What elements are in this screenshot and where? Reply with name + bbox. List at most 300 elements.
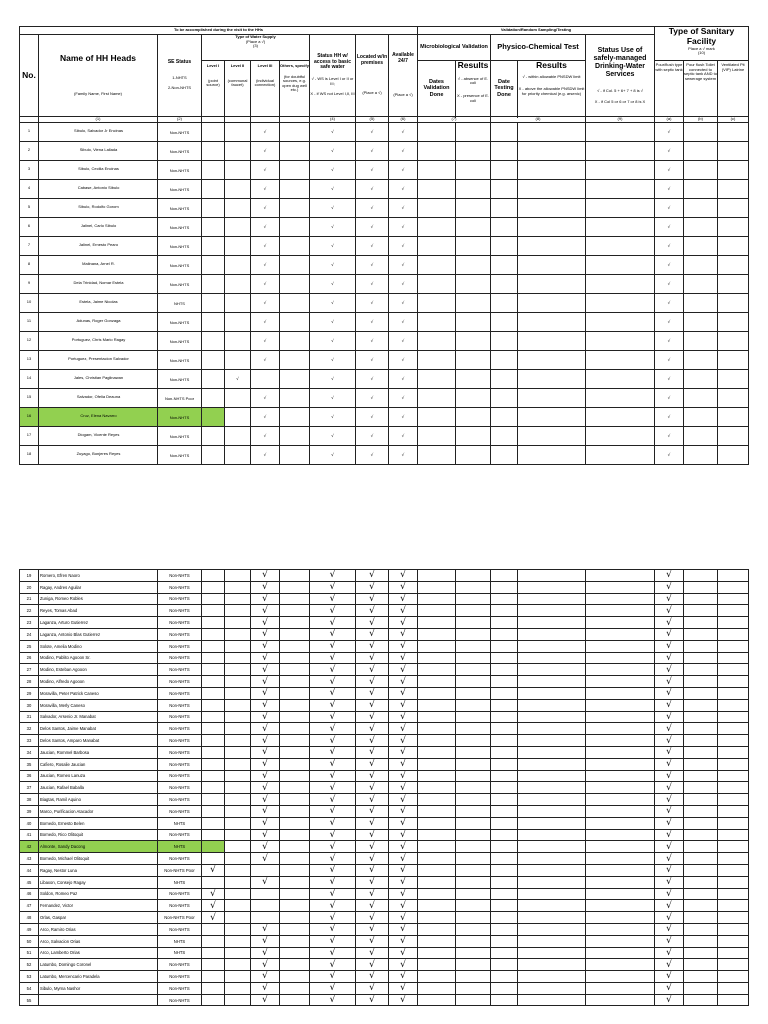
septic-mark: √ <box>655 628 684 640</box>
row-number: 27 <box>20 664 39 676</box>
level3-mark: √ <box>251 723 280 735</box>
vip-mark <box>718 593 749 605</box>
others-mark <box>280 746 310 758</box>
status-use-mark <box>586 605 655 617</box>
col-pour-toilet: Pour flush Toilet connected to septic tank AND to sewerage system <box>684 61 718 117</box>
others-mark <box>280 313 310 332</box>
level2-mark <box>225 864 251 876</box>
level1-mark <box>202 699 225 711</box>
col-num: (5) <box>356 117 389 123</box>
level1-mark <box>202 370 225 389</box>
table-row <box>20 351 749 370</box>
chem-result <box>518 199 586 218</box>
available-mark: √ <box>389 876 418 888</box>
row-number: 19 <box>20 570 39 582</box>
septic-mark: √ <box>655 408 684 427</box>
located-mark: √ <box>356 427 389 446</box>
testing-date <box>491 275 518 294</box>
chem-result <box>518 180 586 199</box>
chem-result <box>518 332 586 351</box>
validation-date <box>418 275 456 294</box>
validation-date <box>418 900 456 912</box>
se-status: NHTS <box>158 841 202 853</box>
level2-mark <box>225 770 251 782</box>
col-micro: Microbiological Validation <box>418 35 491 61</box>
vip-mark <box>718 427 749 446</box>
table-row <box>20 746 749 758</box>
level3-mark: √ <box>251 593 280 605</box>
level2-mark <box>225 687 251 699</box>
table-row <box>20 947 749 959</box>
level1-mark <box>202 805 225 817</box>
household-head-name: Marco, Purificacion Atacador <box>39 805 158 817</box>
se-status: NHTS <box>158 817 202 829</box>
row-number: 16 <box>20 408 39 427</box>
level1-mark <box>202 142 225 161</box>
located-mark: √ <box>356 142 389 161</box>
level3-mark: √ <box>251 617 280 629</box>
vip-mark <box>718 864 749 876</box>
access-mark: √ <box>310 794 356 806</box>
access-mark: √ <box>310 123 356 142</box>
septic-mark: √ <box>655 687 684 699</box>
sewer-mark <box>684 853 718 865</box>
chem-result <box>518 711 586 723</box>
vip-mark <box>718 853 749 865</box>
se-status: Non-NHTS <box>158 218 202 237</box>
septic-mark: √ <box>655 275 684 294</box>
table-row <box>20 711 749 723</box>
se-status: Non-NHTS <box>158 652 202 664</box>
located-mark: √ <box>356 805 389 817</box>
others-mark <box>280 817 310 829</box>
available-mark: √ <box>389 735 418 747</box>
validation-date <box>418 687 456 699</box>
chem-result <box>518 971 586 983</box>
status-use-mark <box>586 982 655 994</box>
testing-date <box>491 180 518 199</box>
micro-result <box>456 876 491 888</box>
se-status: Non-NHTS <box>158 408 202 427</box>
col-se-status: SE Status 1-NHTS 2-Non-NHTS <box>158 35 202 117</box>
others-mark <box>280 923 310 935</box>
validation-date <box>418 864 456 876</box>
row-number: 31 <box>20 711 39 723</box>
chem-result <box>518 758 586 770</box>
available-mark: √ <box>389 180 418 199</box>
validation-date <box>418 782 456 794</box>
chem-result <box>518 123 586 142</box>
level3-mark: √ <box>251 853 280 865</box>
household-head-name: Bornedo, Ernesto Belen <box>39 817 158 829</box>
table-row <box>20 864 749 876</box>
access-mark: √ <box>310 864 356 876</box>
level1-mark <box>202 723 225 735</box>
level1-mark <box>202 876 225 888</box>
validation-date <box>418 923 456 935</box>
available-mark: √ <box>389 723 418 735</box>
se-status: Non-NHTS <box>158 770 202 782</box>
testing-date <box>491 782 518 794</box>
micro-result <box>456 294 491 313</box>
testing-date <box>491 605 518 617</box>
septic-mark: √ <box>655 294 684 313</box>
col-vip: Ventilated Pit (VIP) Latrine <box>718 61 749 117</box>
status-use-mark <box>586 161 655 180</box>
validation-date <box>418 294 456 313</box>
septic-mark: √ <box>655 971 684 983</box>
household-head-name: Modino, Esteban Agooon <box>39 664 158 676</box>
validation-date <box>418 841 456 853</box>
vip-mark <box>718 161 749 180</box>
col-status-use: Status Use of safely-managed Drinking-Water Services √ - if Col. 5 + 6+ 7 + 8 is √ X - if Col 5 or 6 or 7 or 8 is X <box>586 35 655 117</box>
septic-mark: √ <box>655 711 684 723</box>
vip-mark <box>718 294 749 313</box>
table-row <box>20 841 749 853</box>
level2-mark <box>225 605 251 617</box>
others-mark <box>280 782 310 794</box>
access-mark: √ <box>310 256 356 275</box>
table-row <box>20 313 749 332</box>
se-status: Non-NHTS <box>158 199 202 218</box>
level2-mark <box>225 923 251 935</box>
level1-mark <box>202 593 225 605</box>
located-mark: √ <box>356 370 389 389</box>
se-status: Non-NHTS <box>158 758 202 770</box>
table-row <box>20 427 749 446</box>
testing-date <box>491 923 518 935</box>
validation-date <box>418 817 456 829</box>
others-mark <box>280 735 310 747</box>
level2-mark <box>225 794 251 806</box>
status-use-mark <box>586 237 655 256</box>
level1-mark <box>202 294 225 313</box>
septic-mark: √ <box>655 805 684 817</box>
sewer-mark <box>684 605 718 617</box>
septic-mark: √ <box>655 841 684 853</box>
status-use-mark <box>586 900 655 912</box>
micro-result <box>456 912 491 924</box>
septic-mark: √ <box>655 994 684 1006</box>
level1-mark: √ <box>202 900 225 912</box>
located-mark: √ <box>356 864 389 876</box>
available-mark: √ <box>389 746 418 758</box>
micro-result <box>456 923 491 935</box>
level3-mark: √ <box>251 652 280 664</box>
located-mark: √ <box>356 794 389 806</box>
level2-mark <box>225 313 251 332</box>
level2-mark <box>225 888 251 900</box>
sewer-mark <box>684 770 718 782</box>
micro-result <box>456 982 491 994</box>
row-number: 17 <box>20 427 39 446</box>
household-head-name: Laganza, Arturo Gutierrez <box>39 617 158 629</box>
row-number: 2 <box>20 142 39 161</box>
table-row <box>20 180 749 199</box>
available-mark: √ <box>389 581 418 593</box>
micro-result <box>456 332 491 351</box>
sewer-mark <box>684 275 718 294</box>
se-status: Non-NHTS <box>158 256 202 275</box>
others-mark <box>280 711 310 723</box>
others-mark <box>280 237 310 256</box>
household-head-name: Cabase, Antonio Sibulo <box>39 180 158 199</box>
micro-result <box>456 935 491 947</box>
septic-mark: √ <box>655 794 684 806</box>
access-mark: √ <box>310 711 356 723</box>
available-mark: √ <box>389 142 418 161</box>
status-use-mark <box>586 351 655 370</box>
located-mark: √ <box>356 817 389 829</box>
sewer-mark <box>684 982 718 994</box>
vip-mark <box>718 256 749 275</box>
table-row <box>20 123 749 142</box>
located-mark: √ <box>356 581 389 593</box>
micro-result <box>456 971 491 983</box>
se-status: Non-NHTS <box>158 581 202 593</box>
row-number: 34 <box>20 746 39 758</box>
others-mark <box>280 605 310 617</box>
validation-date <box>418 313 456 332</box>
located-mark: √ <box>356 876 389 888</box>
available-mark: √ <box>389 313 418 332</box>
sewer-mark <box>684 570 718 582</box>
access-mark: √ <box>310 817 356 829</box>
visit-title: To be accomplished during the visit to the HHs <box>20 27 418 35</box>
vip-mark <box>718 829 749 841</box>
testing-date <box>491 313 518 332</box>
vip-mark <box>718 912 749 924</box>
household-head-name: Sibulo, Rodolfo Gorom <box>39 199 158 218</box>
col-others: Others, specify (for doubtful sources, e.g. open dug well etc.) <box>280 61 310 117</box>
vip-mark <box>718 994 749 1006</box>
level3-mark: √ <box>251 332 280 351</box>
sewer-mark <box>684 723 718 735</box>
level3-mark: √ <box>251 817 280 829</box>
status-use-mark <box>586 864 655 876</box>
household-head-name: Reyes, Tomas Abad <box>39 605 158 617</box>
se-status: Non-NHTS <box>158 711 202 723</box>
vip-mark <box>718 770 749 782</box>
chem-result <box>518 935 586 947</box>
available-mark: √ <box>389 427 418 446</box>
chem-result <box>518 841 586 853</box>
validation-date <box>418 971 456 983</box>
col-status-access: Status HH w/ access to basic safe water √ - WS is Level I or II or III; X - if WS not Level I,II, III <box>310 35 356 117</box>
level3-mark: √ <box>251 982 280 994</box>
level3-mark <box>251 888 280 900</box>
others-mark <box>280 446 310 465</box>
status-use-mark <box>586 876 655 888</box>
access-mark: √ <box>310 770 356 782</box>
status-use-mark <box>586 123 655 142</box>
status-use-mark <box>586 782 655 794</box>
testing-date <box>491 389 518 408</box>
sewer-mark <box>684 900 718 912</box>
level3-mark: √ <box>251 935 280 947</box>
others-mark <box>280 351 310 370</box>
sewer-mark <box>684 687 718 699</box>
micro-result <box>456 351 491 370</box>
micro-result <box>456 900 491 912</box>
access-mark: √ <box>310 313 356 332</box>
vip-mark <box>718 687 749 699</box>
located-mark: √ <box>356 982 389 994</box>
level3-mark: √ <box>251 218 280 237</box>
table-row <box>20 935 749 947</box>
level2-mark <box>225 805 251 817</box>
available-mark: √ <box>389 628 418 640</box>
chem-result <box>518 876 586 888</box>
table-row <box>20 829 749 841</box>
access-mark: √ <box>310 581 356 593</box>
status-use-mark <box>586 912 655 924</box>
testing-date <box>491 994 518 1006</box>
status-use-mark <box>586 199 655 218</box>
testing-date <box>491 427 518 446</box>
level3-mark: √ <box>251 923 280 935</box>
vip-mark <box>718 218 749 237</box>
micro-result <box>456 735 491 747</box>
se-status: Non-NHTS <box>158 699 202 711</box>
validation-date <box>418 218 456 237</box>
chem-result <box>518 570 586 582</box>
level1-mark <box>202 161 225 180</box>
available-mark: √ <box>389 570 418 582</box>
household-head-name <box>39 994 158 1006</box>
col-num: (9) <box>586 117 655 123</box>
row-number: 30 <box>20 699 39 711</box>
table-row <box>20 982 749 994</box>
level3-mark: √ <box>251 994 280 1006</box>
sewer-mark <box>684 994 718 1006</box>
row-number: 8 <box>20 256 39 275</box>
access-mark: √ <box>310 389 356 408</box>
access-mark: √ <box>310 994 356 1006</box>
level2-mark <box>225 237 251 256</box>
others-mark <box>280 959 310 971</box>
others-mark <box>280 758 310 770</box>
status-use-mark <box>586 180 655 199</box>
col-name: Name of HH Heads (Family Name, First Name) <box>39 35 158 117</box>
chem-result <box>518 676 586 688</box>
level2-mark <box>225 723 251 735</box>
located-mark: √ <box>356 676 389 688</box>
se-status: Non-NHTS <box>158 900 202 912</box>
sewer-mark <box>684 959 718 971</box>
micro-result <box>456 770 491 782</box>
micro-result <box>456 994 491 1006</box>
table-row <box>20 676 749 688</box>
sewer-mark <box>684 746 718 758</box>
vip-mark <box>718 805 749 817</box>
table-row <box>20 161 749 180</box>
level2-mark <box>225 711 251 723</box>
available-mark: √ <box>389 408 418 427</box>
level2-mark <box>225 142 251 161</box>
sewer-mark <box>684 888 718 900</box>
level3-mark: √ <box>251 408 280 427</box>
located-mark: √ <box>356 446 389 465</box>
available-mark: √ <box>389 370 418 389</box>
located-mark: √ <box>356 256 389 275</box>
level3-mark <box>251 370 280 389</box>
others-mark <box>280 332 310 351</box>
located-mark: √ <box>356 218 389 237</box>
status-use-mark <box>586 275 655 294</box>
status-use-mark <box>586 829 655 841</box>
table-row <box>20 370 749 389</box>
status-use-mark <box>586 408 655 427</box>
access-mark: √ <box>310 570 356 582</box>
row-number: 13 <box>20 351 39 370</box>
available-mark: √ <box>389 770 418 782</box>
se-status: Non-NHTS <box>158 982 202 994</box>
level1-mark <box>202 275 225 294</box>
testing-date <box>491 864 518 876</box>
located-mark: √ <box>356 853 389 865</box>
table-row <box>20 888 749 900</box>
located-mark: √ <box>356 408 389 427</box>
level1-mark <box>202 605 225 617</box>
household-head-name: Dela Trinidad, Nomar Estela <box>39 275 158 294</box>
chem-result <box>518 640 586 652</box>
micro-result <box>456 256 491 275</box>
located-mark: √ <box>356 888 389 900</box>
access-mark: √ <box>310 829 356 841</box>
sewer-mark <box>684 294 718 313</box>
access-mark: √ <box>310 687 356 699</box>
testing-date <box>491 699 518 711</box>
available-mark: √ <box>389 794 418 806</box>
household-head-name: Fernandez, Victor <box>39 900 158 912</box>
access-mark: √ <box>310 971 356 983</box>
level1-mark <box>202 256 225 275</box>
septic-mark: √ <box>655 237 684 256</box>
col-num: (7) <box>418 117 491 123</box>
level2-mark <box>225 876 251 888</box>
septic-mark: √ <box>655 876 684 888</box>
others-mark <box>280 900 310 912</box>
chem-result <box>518 652 586 664</box>
located-mark: √ <box>356 617 389 629</box>
sewer-mark <box>684 446 718 465</box>
col-results: Results √ - absence of E. coli X - presence of E. coli <box>456 61 491 117</box>
household-head-name: Laganza, Antonio Blas Gutierrez <box>39 628 158 640</box>
col-num: (1) <box>39 117 158 123</box>
household-head-name: Jales, Christian Paglinawan <box>39 370 158 389</box>
table-row <box>20 640 749 652</box>
testing-date <box>491 805 518 817</box>
level1-mark <box>202 947 225 959</box>
septic-mark: √ <box>655 817 684 829</box>
se-status: NHTS <box>158 947 202 959</box>
micro-result <box>456 218 491 237</box>
located-mark: √ <box>356 841 389 853</box>
septic-mark: √ <box>655 746 684 758</box>
septic-mark: √ <box>655 699 684 711</box>
se-status: Non-NHTS <box>158 605 202 617</box>
water-survey-table-page-1 <box>19 26 749 465</box>
table-row <box>20 782 749 794</box>
table-row <box>20 805 749 817</box>
vip-mark <box>718 782 749 794</box>
household-head-name: Diogam, Vicente Reyes <box>39 427 158 446</box>
others-mark <box>280 389 310 408</box>
available-mark: √ <box>389 351 418 370</box>
table-row <box>20 294 749 313</box>
septic-mark: √ <box>655 782 684 794</box>
